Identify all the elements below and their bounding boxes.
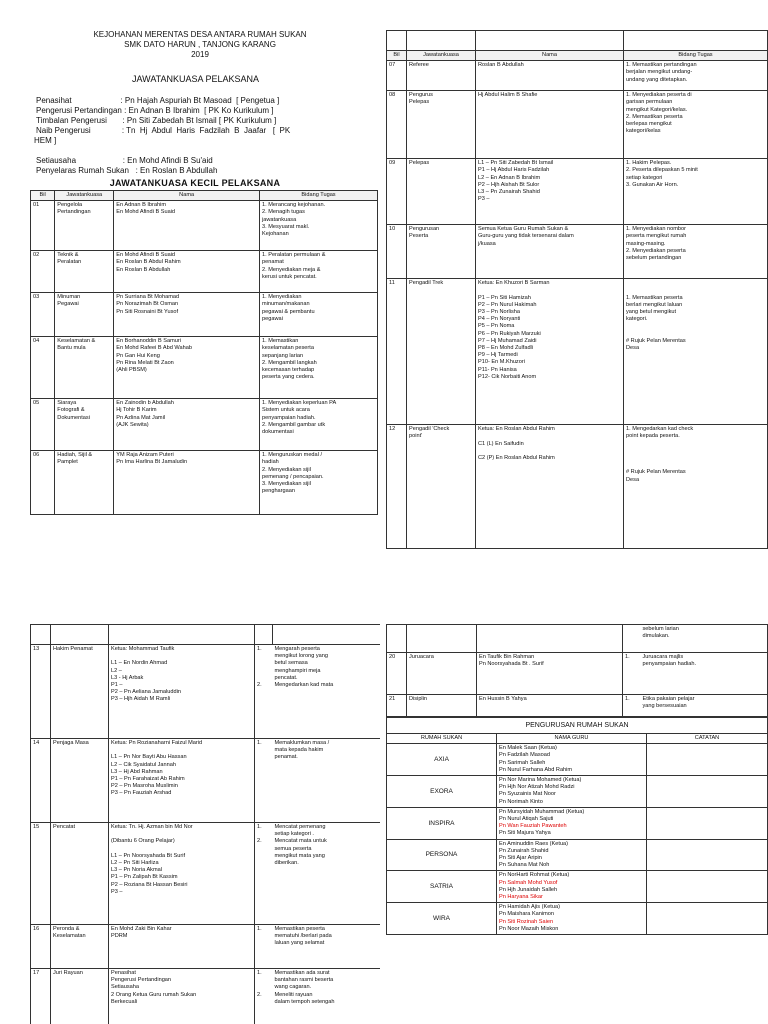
cell-jawatankuasa: Pengadil 'Check point' [407, 425, 476, 549]
cell-number: 1. 2. [255, 823, 273, 925]
house-teachers [497, 903, 647, 935]
officer-line: Pengerusi Pertandingan : En Adnan B Ibrahim [ PK Ko Kurikulum ] [36, 106, 274, 115]
house-name: EXORA [387, 776, 497, 808]
cell-tugas: Juruacara majlis penyampaian hadiah. [641, 653, 768, 695]
event-year: 2019 [191, 50, 209, 59]
cell-jawatankuasa: Pengurusan Peserta [407, 225, 476, 279]
house-row [387, 807, 768, 839]
house-notes [647, 871, 768, 903]
cell-bil: 10 [387, 225, 407, 279]
table-row [31, 925, 381, 969]
teacher-name: Pn Sarimah Salleh [499, 759, 546, 766]
cell-nama: L1 – Pn Siti Zabedah Bt Ismail P1 – Hj Abdul Haris Fadzilah L2 – En Adnan B Ibrahim P2 – Hjh Aishah Bt Sulor L3 – Pn Zunairah Shahid P3 – [476, 159, 624, 225]
cell-tugas: Mengarah peserta mengikut lorong yang betul semasa menghampiri meja pencatat. Mengedarkan kad mata [273, 645, 381, 739]
teacher-name: Pn Syuzainis Mat Noor [499, 791, 556, 798]
teacher-name: Pn Nor Marina Mohamed (Ketua) [499, 777, 582, 784]
cell-jawatankuasa: Pengelola Pertandingan [55, 201, 114, 251]
blank-cell [623, 625, 641, 653]
blank-cell [255, 625, 273, 645]
cell-tugas: Mencatat pemenang setiap kategori . Mencatat mata untuk semua peserta mengikut mata yang diberikan. [273, 823, 381, 925]
teacher-name: Pn Noor Mazaih Miskon [499, 925, 559, 932]
col-catatan: CATATAN [647, 734, 768, 744]
cell-nama: Ketua: En Roslan Abdul Rahim C1 (L) En Saifudin C2 (P) En Roslan Abdul Rahim [476, 425, 624, 549]
teacher-name: Pn Siti Ajar Aripin [499, 855, 542, 862]
cell-jawatankuasa: Juri Rayuan [51, 969, 109, 1024]
cell-nama: En Mohd Afindi B Suaid En Roslan B Abdul Rahim En Roslan B Abdullah [114, 251, 260, 293]
blank-cell [273, 625, 381, 645]
cell-number: 1. [255, 925, 273, 969]
blank-cell [477, 625, 623, 653]
table-row [31, 645, 381, 739]
cell-jawatankuasa: Pencatat [51, 823, 109, 925]
cell-bil: 20 [387, 653, 407, 695]
cell-bil: 03 [31, 293, 55, 337]
cell-jawatankuasa: Keselamatan & Bantu mula [55, 337, 114, 399]
house-name: WIRA [387, 903, 497, 935]
teacher-name: Pn Fadzilah Masoad [499, 752, 550, 759]
table-row [387, 159, 768, 225]
cell-tugas: 1. Memastikan pertandingan berjalan mengikut undang- undang yang ditetapkan. [624, 61, 768, 91]
table-row [31, 337, 378, 399]
teacher-name: Pn Hjh Junaidah Salleh [499, 886, 558, 893]
cell-bil: 04 [31, 337, 55, 399]
cell-bil: 12 [387, 425, 407, 549]
teacher-name: Pn Nurul Atiqah Sajuti [499, 816, 554, 823]
small-committee-title: JAWATANKUASA KECIL PELAKSANA [109, 178, 281, 188]
cell-bil: 01 [31, 201, 55, 251]
cell-bil: 14 [31, 739, 51, 823]
cell-tugas: 1. Merancang kejohanan. 2. Menagih tugas jawatankuasa 3. Mesyuarat makl. Kejohanan [260, 201, 378, 251]
cell-jawatankuasa: Pengadil Trek [407, 279, 476, 425]
committee-subtitle: JAWATANKUASA PELAKSANA [132, 74, 260, 84]
teacher-name: Pn Zunairah Shahid [499, 847, 549, 854]
cell-tugas: 1. Menyediakan peserta di garisan permulaan mengikut Kategori/kelas. 2. Memastikan peserta berlepas mengikut kategori/kelas [624, 91, 768, 159]
cell-nama: En Adnan B Ibrahim En Mohd Afindi B Suaid [114, 201, 260, 251]
cell-nama: Ketua: Pn Rozianaharni Faizul Marid L1 – Pn Nor Bayti Abu Hassan L2 – Cik Syaidatul Jannah L3 – Hj Abd Rahman P1 – Pn Farahaizat Ab Rahim P2 – Pn Masroha Muslimin P3 – Pn Fauziah Arshad [109, 739, 255, 823]
blank-cell [624, 31, 768, 51]
house-name: PERSONA [387, 839, 497, 871]
committee-table-part4 [386, 624, 768, 717]
cell-jawatankuasa: Referee [407, 61, 476, 91]
committee-table-part3 [30, 624, 380, 1024]
house-notes [647, 839, 768, 871]
house-notes [647, 807, 768, 839]
teacher-name: En Aminuddin Raes (Ketua) [499, 840, 569, 847]
blank-cell [476, 31, 624, 51]
table-row [387, 279, 768, 425]
col-bidang-tugas: Bidang Tugas [624, 51, 768, 61]
cell-tugas: 1. Mengedarkan kad check point kepada peserta. # Rujuk Pelan Merentas Desa [624, 425, 768, 549]
cell-number: 1. 2. [255, 645, 273, 739]
teacher-name: Pn Maishara Kanimon [499, 911, 555, 918]
house-row [387, 903, 768, 935]
house-notes [647, 903, 768, 935]
col-rumah-sukan: RUMAH SUKAN [387, 734, 497, 744]
col-nama: Nama [114, 191, 260, 201]
house-section-row [387, 718, 768, 734]
cell-jawatankuasa: Peronda & Keselamatan [51, 925, 109, 969]
teacher-name: Pn Nurul Farhana Abd Rahim [499, 766, 573, 773]
cell-bil: 15 [31, 823, 51, 925]
cell-jawatankuasa: Juruacara [407, 653, 477, 695]
house-notes [647, 744, 768, 776]
table-blank-row [387, 31, 768, 51]
cell-bil: 08 [387, 91, 407, 159]
table-row [31, 969, 381, 1024]
cell-tugas: 1. Menyediakan keperluan PA Sistem untuk acara penyampaian hadiah. 2. Mengambil gambar utk dokumentasi [260, 399, 378, 451]
table-row [31, 201, 378, 251]
cell-nama: YM Raja Anizam Puteri Pn Ima Harlina Bt Jamaludin [114, 451, 260, 515]
teacher-name: En Malek Saan (Ketua) [499, 745, 557, 752]
house-row [387, 871, 768, 903]
cell-nama: En Zainodin b Abdullah Hj Tohir B Karim Pn Azlina Mat Jamil (AJK Sewita) [114, 399, 260, 451]
col-bidang-tugas: Bidang Tugas [260, 191, 378, 201]
cell-nama: En Taufik Bin Rahman Pn Noorsyahada Bt . Surif [477, 653, 623, 695]
col-bil: Bil [31, 191, 55, 201]
col-jawatankuasa: Jawatankuasa [55, 191, 114, 201]
officer-line: Naib Pengerusi : Tn Hj Abdul Haris Fadzilah B Jaafar [ PK [36, 126, 291, 135]
house-row [387, 839, 768, 871]
table-row [387, 425, 768, 549]
cell-bil: 06 [31, 451, 55, 515]
cell-tugas: Etika pakaian pelajar yang bersesuaian [641, 695, 768, 717]
cell-bil: 07 [387, 61, 407, 91]
house-teachers [497, 744, 647, 776]
blank-cell [51, 625, 109, 645]
cell-bil: 09 [387, 159, 407, 225]
table-header-row [387, 51, 768, 61]
cell-jawatankuasa: Siaraya Fotografi & Dokumentasi [55, 399, 114, 451]
cell-tugas: sebelum larian dimulakan. [641, 625, 768, 653]
cell-bil: 05 [31, 399, 55, 451]
cell-bil: 21 [387, 695, 407, 717]
teacher-name: Pn Norimah Kinto [499, 798, 543, 805]
teacher-name: Pn Mursyidah Muhammad (Ketua) [499, 808, 585, 815]
table-row [31, 451, 378, 515]
table-row [31, 293, 378, 337]
teacher-name: Pn Haryana Sikar [499, 894, 543, 901]
cell-bil: 16 [31, 925, 51, 969]
col-nama: Nama [476, 51, 624, 61]
teacher-name: Pn Suhana Mat Noh [499, 862, 550, 869]
cell-nama: Hj Abdul Halim B Shafie [476, 91, 624, 159]
page-top-right [386, 30, 768, 549]
teacher-name: Pn Salmah Mohd Yusof [499, 879, 558, 886]
table-row [31, 251, 378, 293]
teacher-name: Pn Hjh Nor Atizah Mohd Radzi [499, 784, 575, 791]
cell-nama: Pn Surriana Bt Mohamad Pn Norazimah Bt Osman Pn Siti Rosnaini Bt Yusof [114, 293, 260, 337]
col-nama-guru: NAMA GURU [497, 734, 647, 744]
table-row [31, 399, 378, 451]
cell-jawatankuasa: Hakim Penamat [51, 645, 109, 739]
table-row [387, 225, 768, 279]
page-top-left [0, 0, 384, 560]
officer-line: Setiausaha : En Mohd Afindi B Su'aid [36, 156, 213, 165]
cell-tugas: Memastikan peserta mematuhi /berlari pada laluan yang selamat [273, 925, 381, 969]
house-table [386, 717, 768, 935]
cell-number: 1. [623, 695, 641, 717]
cell-tugas: Memaklumkan masa / mata kepada hakim penamat. [273, 739, 381, 823]
cell-number: 1. 2. [255, 969, 273, 1024]
col-bil: Bil [387, 51, 407, 61]
teacher-name: Pn Wan Fauziah Pawanteh [499, 823, 567, 830]
event-header [40, 30, 360, 60]
cell-nama: Penasihat Pengerusi Pertandingan Setiausaha 2 Orang Ketua Guru rumah Sukan Berkecuali [109, 969, 255, 1024]
officer-list [36, 96, 381, 176]
cell-number: 1. [255, 739, 273, 823]
house-teachers [497, 871, 647, 903]
officer-line: Penyelaras Rumah Sukan : En Roslan B Abdullah [36, 166, 218, 175]
teacher-name: Pn NorHarti Rohmat (Ketua) [499, 872, 570, 879]
cell-tugas: 1. Memastikan peserta berlari mengikut laluan yang betul mengikut kategori. # Rujuk Pelan Merentas Desa [624, 279, 768, 425]
cell-nama: Semua Ketua Guru Rumah Sukan & Guru-guru yang tidak tersenarai dalam j/kuasa [476, 225, 624, 279]
blank-cell [109, 625, 255, 645]
cell-tugas: 1. Menyediakan minuman/makanan pegawai & pembantu pegawai [260, 293, 378, 337]
teacher-name: Pn Siti Rozinah Saien [499, 918, 554, 925]
cell-bil: 11 [387, 279, 407, 425]
house-name: SATRIA [387, 871, 497, 903]
school-name: SMK DATO HARUN , TANJONG KARANG [124, 40, 276, 49]
table-row [387, 91, 768, 159]
table-header-row [31, 191, 378, 201]
cell-tugas: Memastikan ada surat bantahan rasmi beserta wang cagaran. Meneliti rayuan dalam tempoh setengah [273, 969, 381, 1024]
cell-nama: En Hussin B Yahya [477, 695, 623, 717]
house-row [387, 744, 768, 776]
cell-tugas: 1. Menyediakan nombor peserta mengikut rumah masing-masing. 2. Menyediakan peserta sebelum pertandingan [624, 225, 768, 279]
house-teachers [497, 776, 647, 808]
house-name: AXIA [387, 744, 497, 776]
table-row [31, 823, 381, 925]
cell-bil: 02 [31, 251, 55, 293]
table-row [387, 61, 768, 91]
cell-tugas: 1. Menguruskan medal / hadiah 2. Menyediakan sijil pemenang / pencapaian. 3. Menyediakan sijil penghargaan [260, 451, 378, 515]
event-title: KEJOHANAN MERENTAS DESA ANTARA RUMAH SUKAN [93, 30, 307, 39]
table-row [31, 739, 381, 823]
committee-table-continued [386, 30, 768, 549]
table-row [387, 653, 768, 695]
page-bottom-right [386, 624, 768, 1024]
cell-jawatankuasa: Penjaga Masa [51, 739, 109, 823]
house-section-title: PENGURUSAN RUMAH SUKAN [387, 718, 768, 734]
cell-tugas: 1. Hakim Pelepas. 2. Peserta dilepaskan 5 minit setiap kategori 3. Gunakan Air Horn. [624, 159, 768, 225]
house-header-row [387, 734, 768, 744]
teacher-name: Pn Siti Majura Yahya [499, 830, 551, 837]
cell-jawatankuasa: Hadiah, Sijil & Pamplet [55, 451, 114, 515]
col-jawatankuasa: Jawatankuasa [407, 51, 476, 61]
cell-nama: Roslan B Abdullah [476, 61, 624, 91]
cell-number: 1. [623, 653, 641, 695]
cell-nama: En Borhanoddin B Samuri En Mohd Rafeei B Abd Wahab Pn Gan Hui Keng Pn Rina Melati Bt Zaon (Ahli PBSM) [114, 337, 260, 399]
table-row [387, 695, 768, 717]
page-bottom-left [30, 624, 380, 1024]
officer-line: HEM ] [34, 136, 57, 145]
cell-jawatankuasa: Minuman Pegawai [55, 293, 114, 337]
cell-nama: Ketua: En Khuzori B Sarman P1 – Pn Siti Hamizah P2 – Pn Nurul Hakimah P3 – Pn Norlisha P4 – Pn Noryanti P5 – Pn Noma P6 – Pn Rukiyah Marzuki P7 – Hj Muhamad Zaidi P8 – En Mohd Zulfadli P9 – Hj Tarmedi P10- En M.Khuzori P11- Pn Hanisa P12- Cik Norbaiti Anom [476, 279, 624, 425]
cell-tugas: 1. Peralatan permulaan & penamat 2. Menyediakan meja & kerusi untuk pencatat. [260, 251, 378, 293]
house-teachers [497, 839, 647, 871]
house-notes [647, 776, 768, 808]
cell-jawatankuasa: Disiplin [407, 695, 477, 717]
blank-cell [387, 625, 407, 653]
cell-tugas: 1. Memastikan keselamatan peserta sepanjang larian 2. Mengambil langkah kecemasan terhadap peserta yang cedera. [260, 337, 378, 399]
teacher-name: Pn Hamidah Ajis (Ketua) [499, 904, 560, 911]
table-blank-row [31, 625, 381, 645]
house-name: INSPIRA [387, 807, 497, 839]
cell-nama: Ketua: Tn. Hj. Azman bin Md Nor (Dibantu 6 Orang Pelajar) L1 – Pn Noorsyahada Bt Surif L2 – Pn Siti Harliza L3 – Pn Noria Akmal P1 – Pn Zalipah Bt Kassim P2 – Roziana Bt Hassan Besiri P3 – [109, 823, 255, 925]
blank-cell [407, 31, 476, 51]
officer-line: Penasihat : Pn Hajah Aspuriah Bt Masoad [ Pengetua ] [36, 96, 280, 105]
cell-jawatankuasa: Pengurus Pelepas [407, 91, 476, 159]
cell-bil: 13 [31, 645, 51, 739]
cell-nama: Ketua: Mohammad Taufik L1 – En Nordin Ahmad L2 – L3 - Hj Arbak P1 – P2 – Pn Aeliana Jamaluddin P3 – Hjh Aidah M Ramli [109, 645, 255, 739]
small-committee-table [30, 190, 378, 515]
cell-bil: 17 [31, 969, 51, 1024]
blank-cell [407, 625, 477, 653]
table-row [387, 625, 768, 653]
cell-jawatankuasa: Teknik & Peralatan [55, 251, 114, 293]
blank-cell [31, 625, 51, 645]
house-teachers [497, 807, 647, 839]
officer-line: Timbalan Pengerusi : Pn Siti Zabedah Bt Ismail [ PK Kurikulum ] [36, 116, 277, 125]
house-row [387, 776, 768, 808]
cell-jawatankuasa: Pelepas [407, 159, 476, 225]
cell-nama: En Mohd Zaki Bin Kahar PDRM [109, 925, 255, 969]
blank-cell [387, 31, 407, 51]
